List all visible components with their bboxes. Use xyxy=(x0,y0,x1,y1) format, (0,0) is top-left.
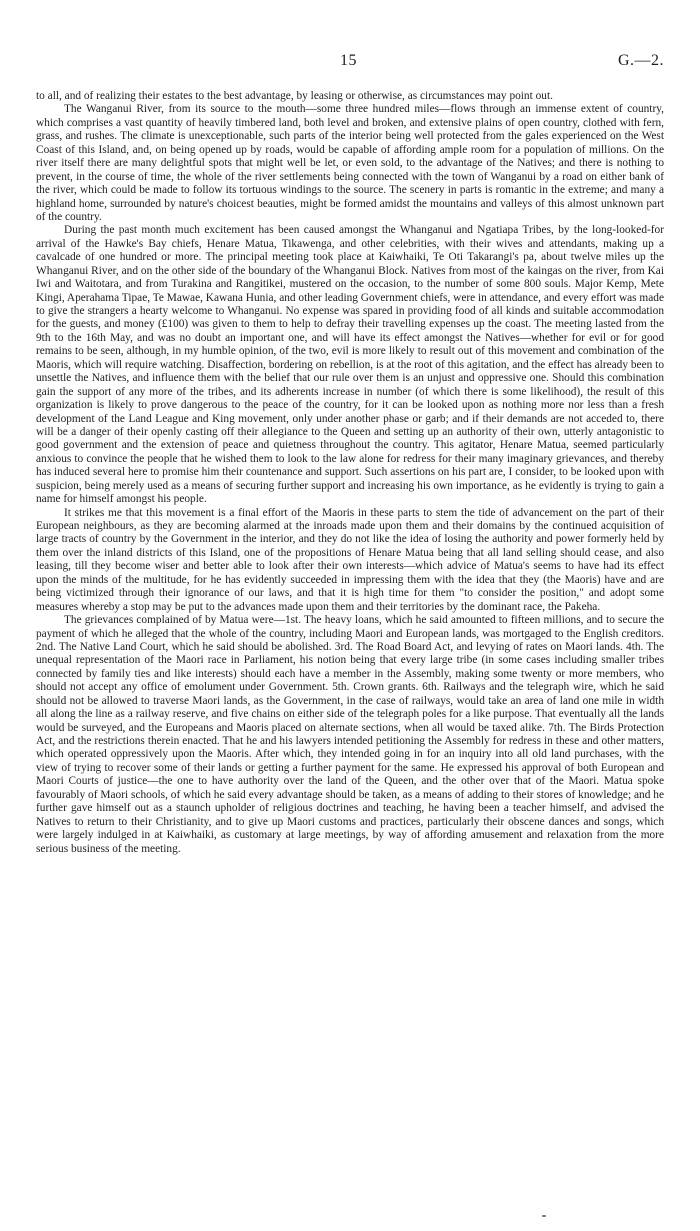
page-number: 15 xyxy=(340,52,357,69)
document-reference: G.—2. xyxy=(617,52,664,69)
document-body xyxy=(36,90,664,856)
paragraph-3: During the past month much excitement has been caused amongst the Whanganui and Ngatiapa Tribes, by the long-looked-for arrival of the Hawke's Bay chiefs, Henare Matua, Tikawenga, and other celebrities, with their wives and attendants, making up a cavalcade of one hundred or more. The principal meeting took place at Kaiwhaiki, Te Oti Takarangi's pa, about twelve miles up the Whanganui River, and on the other side of the boundary of the Whanganui Block. Natives from most of the kaingas on the river, from Kai Iwi and Waitotara, and from Turakina and Rangitikei, mustered on the occasion, to the number of some 800 souls. Major Kemp, Mete Kingi, Aperahama Tipae, Te Mawae, Kawana Hunia, and other leading Government chiefs, were in attendance, and every effort was made to give the strangers a hearty welcome to Whanganui. No expense was spared in providing food of all kinds and suitable accommodation for the guests, and money (£100) was given to them to help to defray their travelling expenses up the coast. The meeting lasted from the 9th to the 16th May, and was no doubt an important one, and will have its effect amongst the Natives—whether for evil or for good remains to be seen, although, in my humble opinion, of the two, evil is more likely to result out of this movement and combination of the Maoris, which will require watching. Disaffection, bordering on rebellion, is at the root of this agitation, and the effect has already been to unsettle the Natives, and influence them with the belief that our rule over them is an unjust and oppressive one. Should this combination gain the support of any more of the tribes, and its adherents increase in number (of which there is some likelihood), the result of this organization is likely to prove dangerous to the peace of the country, for it can be looked upon as nothing more nor less than a fresh development of the Land League and King movement, only under another phase or garb; and if their demands are not acceded to, there will be a danger of their openly casting off their allegiance to the Queen and setting up an authority of their own, utterly antagonistic to good government and the extension of peace and quietness throughout the country. This agitator, Henare Matua, seemed particularly anxious to convince the people that he wished them to look to the law alone for redress for their many imaginary grievances, and thereby has induced several here to promise him their countenance and support. Such assertions on his part are, I consider, to be looked upon with suspicion, being merely used as a means of securing further support and increasing his own importance, as he evidently is trying to gain a name for himself amongst his people. xyxy=(36,224,664,506)
paragraph-1: to all, and of realizing their estates to the best advantage, by leasing or otherwise, as circumstances may point out. xyxy=(36,90,553,102)
paragraph-5: The grievances complained of by Matua were—1st. The heavy loans, which he said amounted to fifteen millions, and to secure the payment of which he alleged that the whole of the country, including Maori and European lands, was mortgaged to the English creditors. 2nd. The Native Land Court, which he said should be abolished. 3rd. The Road Board Act, and levying of rates on Maori lands. 4th. The unequal representation of the Maori race in Parliament, his notion being that every large tribe (in some cases including smaller tribes connected by family ties and like interests) should each have a member in the Assembly, making some twenty or more members, who should not accept any office of emolument under Government. 5th. Crown grants. 6th. Railways and the telegraph wire, which he said should not be allowed to traverse Maori lands, as the Government, in the case of railways, would take an area of land one mile in width all along the line as a railway reserve, and five chains on either side of the telegraph poles for a like purpose. That eventually all the lands would be surveyed, and the Europeans and Maoris placed on alternate sections, when all would be taxed alike. 7th. The Birds Protection Act, and the restrictions therein enacted. That he and his lawyers intended petitioning the Assembly for redress in these and other matters, which operated oppressively upon the Maoris. After which, they intended going in for an inquiry into all old land purchases, with the view of trying to recover some of their lands or getting a further payment for the same. He expressed his approval of both European and Maori Courts of justice—the one to have authority over the land of the Queen, and the other over that of the Maori. Matua spoke favourably of Maori schools, of which he said every advantage should be taken, as a means of adding to their stores of knowledge; and he further gave himself out as a staunch upholder of religious doctrines and teaching, he having been a teacher himself, and advised the Natives to return to their Christianity, and to give up Maori customs and practices, particularly their obscene dances and songs, which were largely indulged in at Kaiwhaiki, as customary at large meetings, by way of affording amusement and relaxation from the more serious business of the meeting. xyxy=(36,614,664,855)
page-speck xyxy=(542,1215,546,1217)
paragraph-4: It strikes me that this movement is a final effort of the Maoris in these parts to stem the tide of advancement on the part of their European neighbours, as they are becoming alarmed at the inroads made upon them and their domains by the continued acquisition of large tracts of country by the Government in the interior, and they do not like the idea of losing the authority and power formerly held by them over the inland districts of this Island, one of the propositions of Henare Matua being that all land selling should cease, and also leasing, till they become wiser and better able to look after their own interests—which advice of Matua's seems to have had its effect upon the minds of the multitude, for he has evidently succeeded in impressing them with the idea that they (the Maoris) have and are being victimized through their ignorance of our laws, and that it is high time for them "to consider the position," and adopt some measures whereby a stop may be put to the advances made upon them and their territories by the dominant race, the Pakeha. xyxy=(36,506,664,613)
paragraph-2: The Wanganui River, from its source to the mouth—some three hundred miles—flows through an immense extent of country, which comprises a vast quantity of heavily timbered land, both level and broken, and extensive plains of open country, clothed with fern, grass, and rushes. The climate is unexceptionable, such parts of the interior being well protected from the gales experienced on the West Coast of this Island, and, on being opened up by roads, would be capable of affording ample room for a population of millions. On the river itself there are many delightful spots that might well be let, or even sold, to the advantage of the Natives; and there is nothing to prevent, in the course of time, the whole of the river settlements being connected with the town of Wanganui by a road on either bank of the river, which could be made to follow its tortuous windings to the source. The scenery in parts is romantic in the extreme; and many a highland home, surrounded by nature's choicest beauties, might be formed amidst the mountains and valleys of this almost unknown part of the country. xyxy=(36,103,664,223)
